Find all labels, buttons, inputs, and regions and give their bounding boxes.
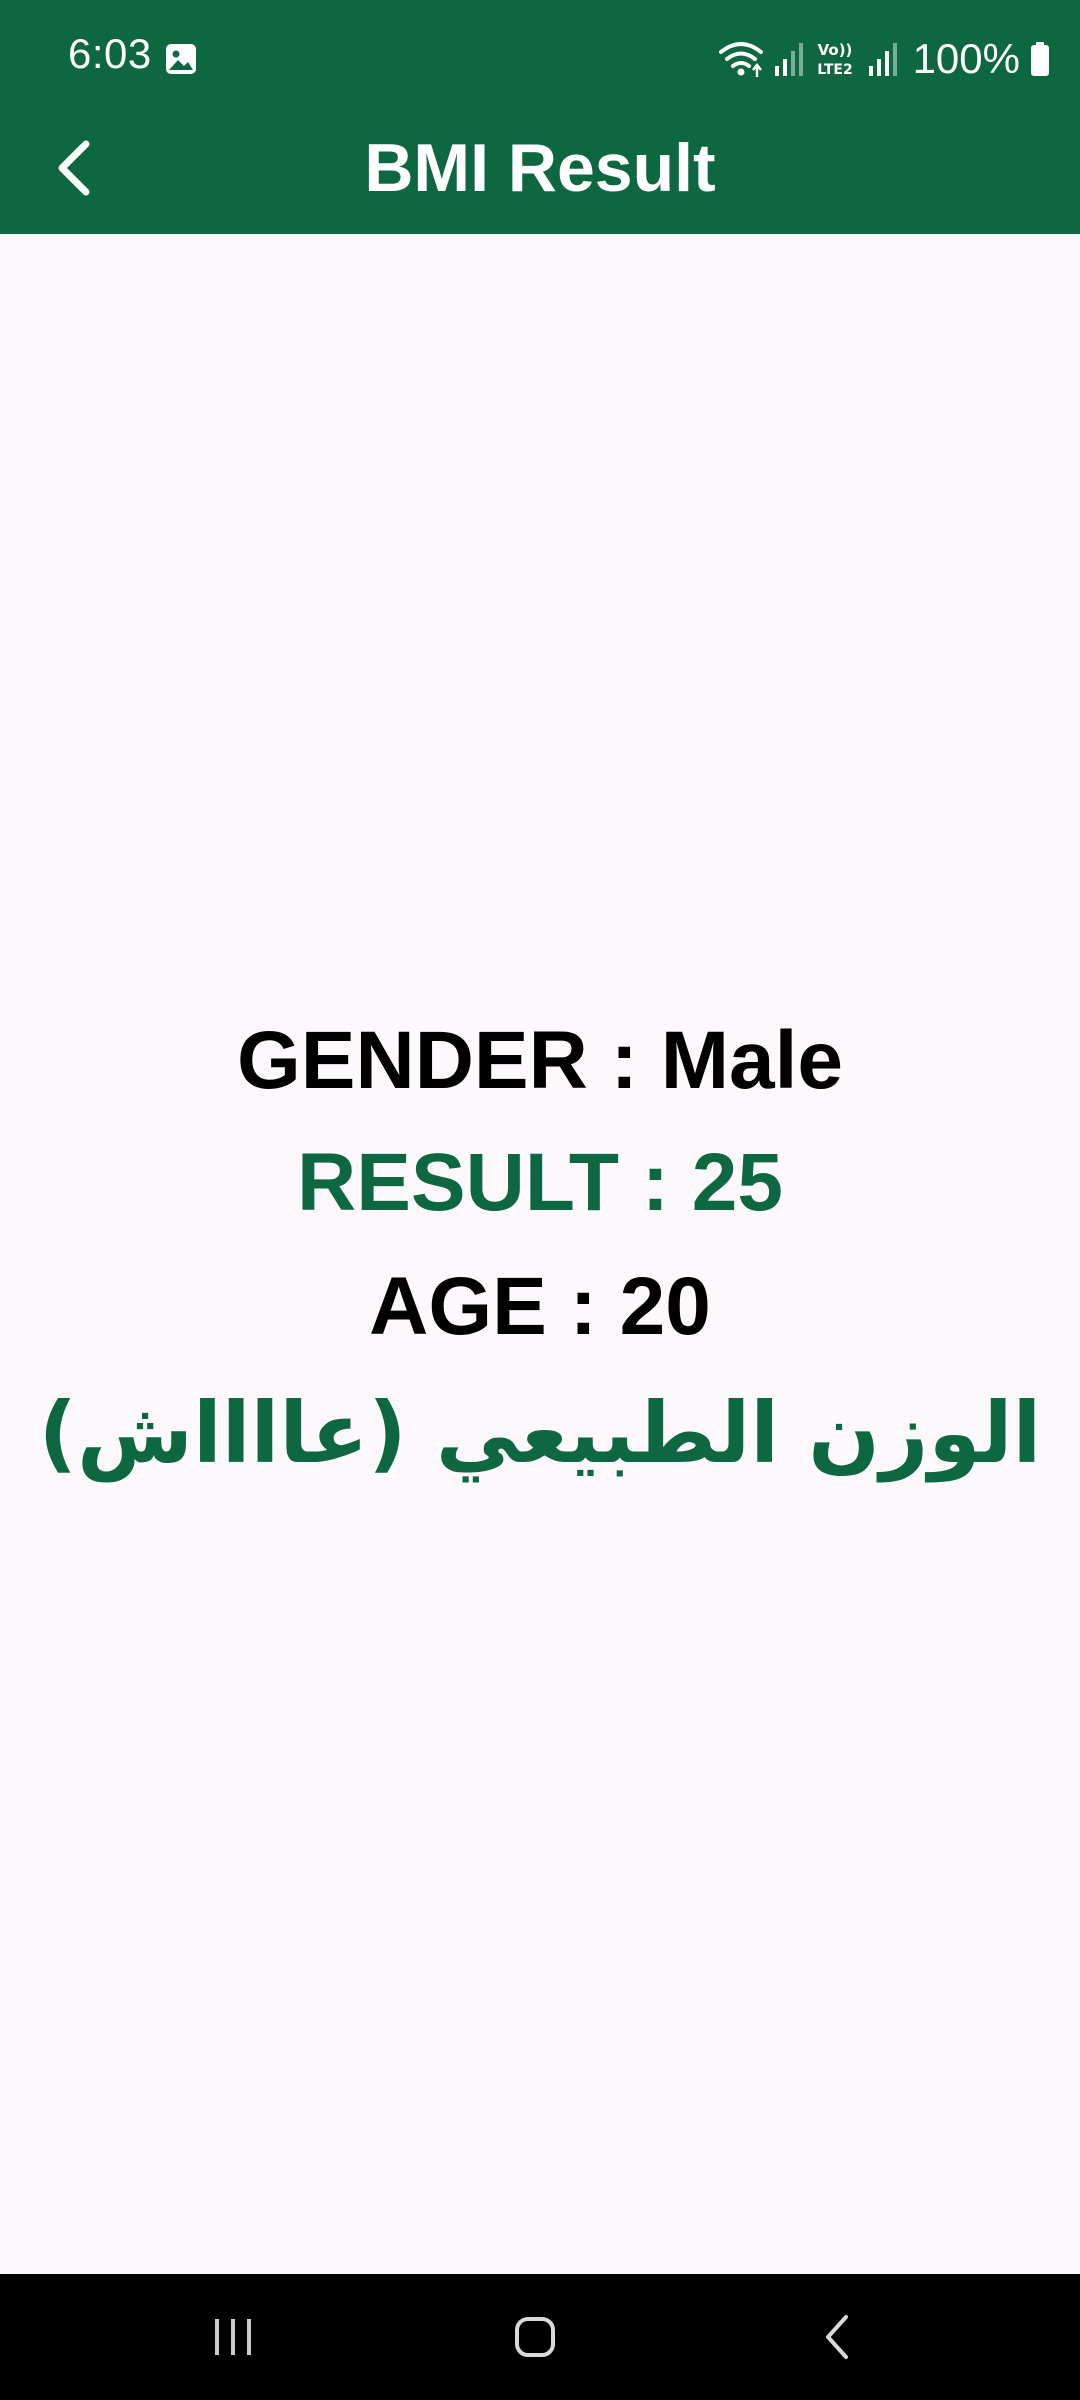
top-bar — [0, 0, 1080, 234]
battery-icon — [1030, 42, 1050, 76]
recents-icon — [211, 2315, 255, 2359]
back-icon — [822, 2313, 852, 2361]
home-button[interactable] — [485, 2302, 585, 2372]
bmi-status-text: الوزن الطبيعي (عااااش) — [38, 1384, 1042, 1482]
volte-bottom-text: LTE2 — [816, 62, 853, 78]
chevron-left-icon — [54, 138, 94, 198]
system-back-button[interactable] — [787, 2302, 887, 2372]
status-time: 6:03 — [68, 30, 152, 77]
status-icons — [719, 30, 1050, 88]
back-button[interactable] — [42, 128, 106, 208]
volte-icon — [813, 39, 857, 79]
signal-icon — [773, 42, 803, 76]
app-bar — [0, 118, 1080, 234]
home-icon — [513, 2315, 557, 2359]
signal-icon — [867, 42, 897, 76]
wifi-icon — [719, 40, 763, 78]
recents-button[interactable] — [183, 2302, 283, 2372]
bmi-result-text: RESULT : 25 — [297, 1137, 783, 1228]
battery-percentage: 100% — [912, 35, 1020, 82]
age-text: AGE : 20 — [369, 1261, 711, 1352]
navigation-bar — [0, 2274, 1080, 2400]
gallery-icon — [165, 43, 197, 75]
page-title: BMI Result — [364, 130, 716, 206]
status-bar — [0, 0, 1080, 118]
result-content — [0, 234, 1080, 2274]
volte-top-text: Vo)) — [817, 41, 852, 59]
gender-text: GENDER : Male — [237, 1015, 843, 1106]
